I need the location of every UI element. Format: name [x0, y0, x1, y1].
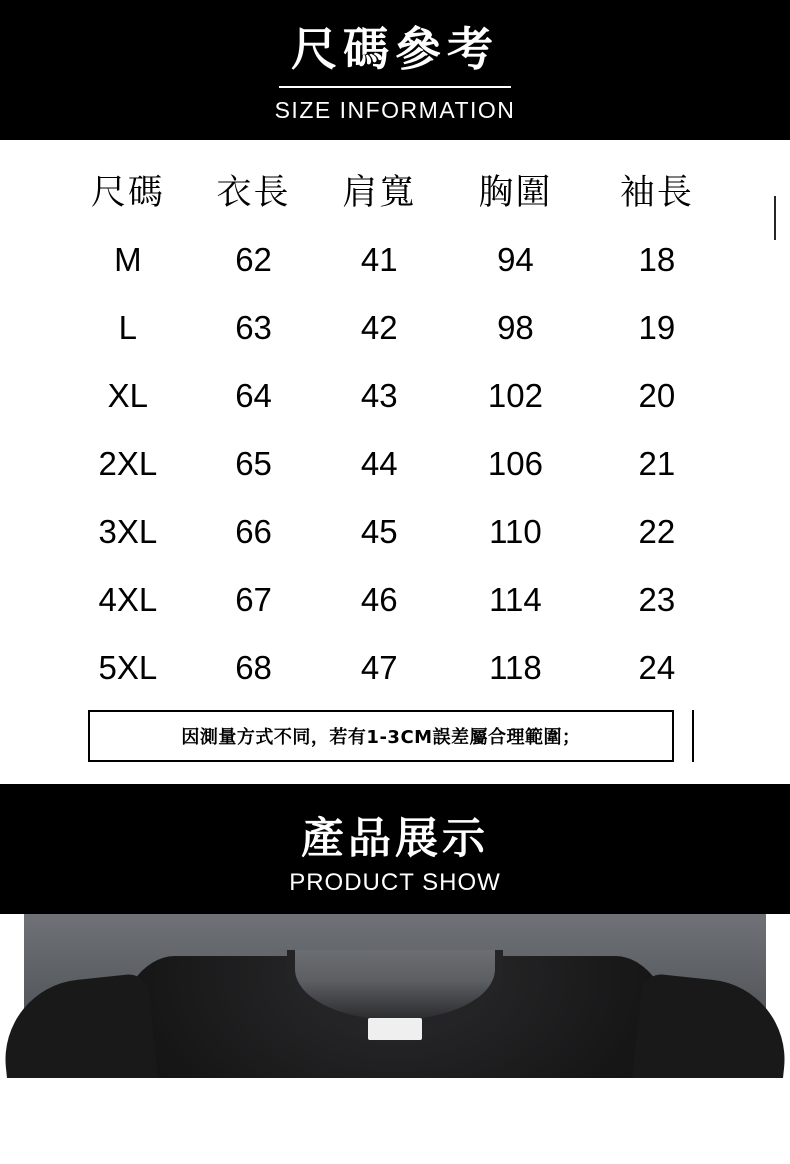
measurement-note-area [0, 702, 790, 784]
table-header-cell: 衣長 [216, 173, 291, 213]
table-cell: 42 [360, 309, 398, 346]
table-cell: 62 [235, 241, 272, 278]
table-header-cell: 胸圍 [478, 173, 553, 213]
measurement-note-box [88, 710, 674, 762]
table-cell: XL [107, 377, 149, 414]
table-cell: 41 [360, 241, 398, 278]
tshirt-left-sleeve [0, 973, 162, 1078]
table-row [65, 430, 725, 498]
table-cell: 64 [235, 377, 272, 414]
size-section-title-cn: 尺碼參考 [291, 22, 499, 76]
table-cell: M [114, 241, 142, 278]
table-cell: 24 [638, 649, 676, 686]
table-cell: 98 [497, 309, 534, 346]
table-cell: 68 [235, 649, 272, 686]
table-cell: 65 [235, 445, 272, 482]
measurement-note-text: 因測量方式不同，若有1-3CM誤差屬合理範圍； [181, 727, 581, 748]
table-cell: 110 [489, 513, 542, 550]
tshirt-label-tag [368, 1018, 422, 1040]
size-section-title-en: SIZE INFORMATION [274, 97, 516, 123]
table-cell: 21 [638, 445, 676, 482]
table-header-cell: 肩寬 [342, 173, 417, 213]
size-table [65, 154, 725, 702]
table-cell: 118 [489, 649, 542, 686]
table-cell: 23 [638, 581, 676, 618]
table-cell: 106 [487, 445, 543, 482]
table-row [65, 362, 725, 430]
table-row [65, 226, 725, 294]
table-cell: 3XL [98, 513, 158, 550]
table-cell: 43 [360, 377, 398, 414]
size-table-wrapper [0, 140, 790, 702]
table-cell: 5XL [98, 649, 158, 686]
table-row [65, 634, 725, 702]
table-cell: 18 [638, 241, 676, 278]
tshirt-graphic [115, 956, 675, 1078]
table-cell: 20 [638, 377, 676, 414]
table-right-tick [774, 196, 776, 240]
product-photo [0, 914, 790, 1078]
table-row [65, 294, 725, 362]
table-cell: 45 [360, 513, 398, 550]
table-header-cell: 袖長 [619, 173, 694, 213]
table-cell: 19 [638, 309, 676, 346]
tshirt-collar [287, 950, 503, 1028]
table-header-row [65, 154, 725, 226]
table-cell: 4XL [98, 581, 158, 618]
table-cell: 47 [360, 649, 398, 686]
note-right-tick [692, 710, 694, 762]
table-cell: 46 [360, 581, 398, 618]
title-divider [279, 86, 511, 88]
product-show-header [0, 784, 790, 914]
table-cell: 63 [235, 309, 272, 346]
table-header-cell: 尺碼 [90, 173, 165, 213]
table-cell: 67 [235, 581, 272, 618]
table-cell: 102 [487, 377, 543, 414]
table-cell: 114 [489, 581, 542, 618]
size-information-header [0, 0, 790, 140]
table-row [65, 498, 725, 566]
table-row [65, 566, 725, 634]
product-section-title-en: PRODUCT SHOW [289, 869, 501, 896]
product-section-title-cn: 產品展示 [301, 814, 489, 864]
table-cell: 44 [360, 445, 398, 482]
table-cell: 66 [235, 513, 272, 550]
table-cell: L [118, 309, 138, 346]
table-cell: 94 [497, 241, 534, 278]
table-cell: 22 [638, 513, 676, 550]
table-cell: 2XL [98, 445, 158, 482]
